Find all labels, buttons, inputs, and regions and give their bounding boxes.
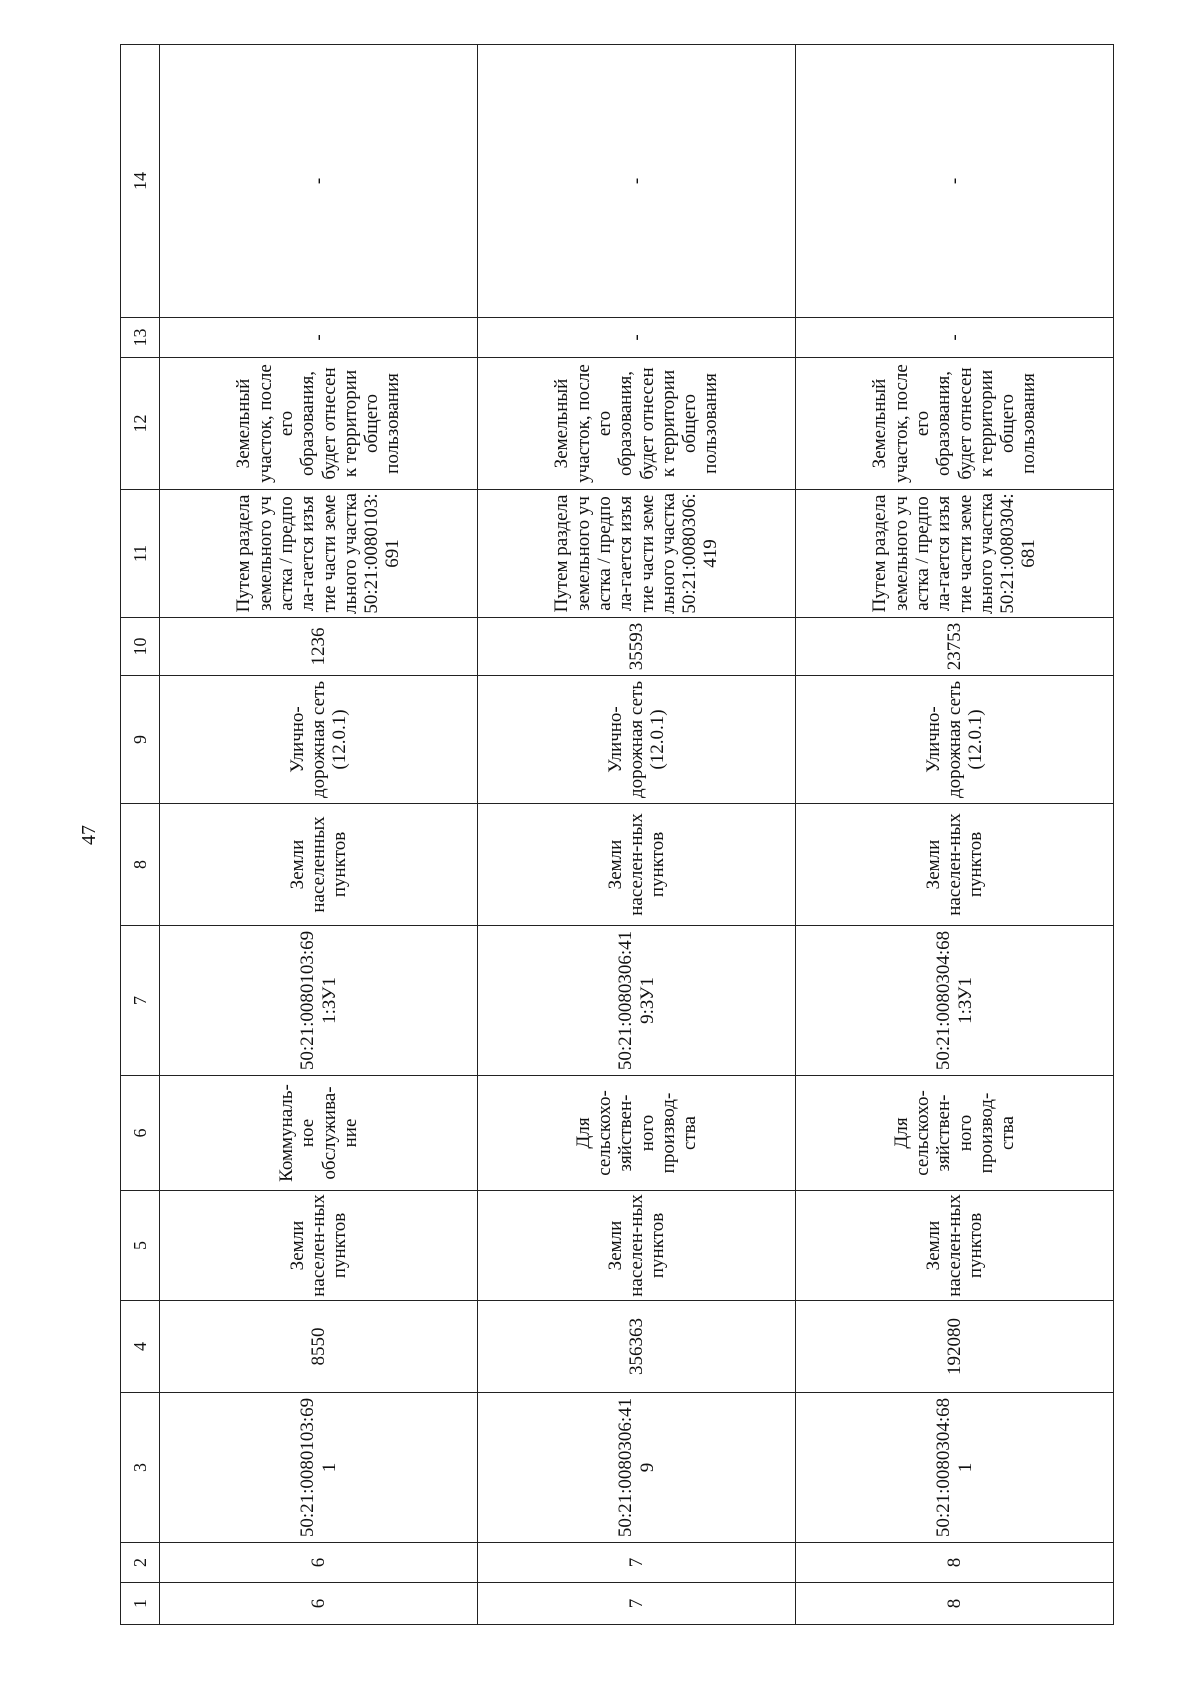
plot-note: Земельный участок, после его образования, будет отнесен к территории общего пользования (160, 358, 478, 490)
plot-note: Земельный участок, после его образования, будет отнесен к территории общего пользования (796, 358, 1114, 490)
source-area: 8550 (160, 1301, 478, 1393)
source-permitted-use: Для сельскохо-зяйствен-ного производ-ства (796, 1076, 1114, 1191)
plot-number: 6 (160, 1543, 478, 1583)
source-permitted-use: Коммуналь-ное обслужива-ние (160, 1076, 478, 1191)
header-cell-6: 6 (121, 1076, 160, 1191)
page-number-container (78, 45, 108, 1625)
header-cell-13: 13 (121, 318, 160, 358)
header-cell-4: 4 (121, 1301, 160, 1393)
new-land-category: Земли населен-ных пунктов (478, 804, 796, 926)
table-row (160, 45, 478, 1625)
header-cell-8: 8 (121, 804, 160, 926)
row-number: 6 (160, 1583, 478, 1625)
new-plot-designation: 50:21:0080306:419:ЗУ1 (478, 926, 796, 1076)
source-land-category: Земли населен-ных пунктов (796, 1191, 1114, 1301)
new-area: 23753 (796, 618, 1114, 676)
source-cadastral-number: 50:21:0080306:419 (478, 1393, 796, 1543)
header-cell-2: 2 (121, 1543, 160, 1583)
new-permitted-use: Улично-дорожная сеть (12.0.1) (478, 676, 796, 804)
source-area: 192080 (796, 1301, 1114, 1393)
header-cell-11: 11 (121, 490, 160, 618)
header-cell-9: 9 (121, 676, 160, 804)
table-row (796, 45, 1114, 1625)
plot-note: Земельный участок, после его образования, будет отнесен к территории общего пользования (478, 358, 796, 490)
row-number: 7 (478, 1583, 796, 1625)
formation-method: Путем раздела земельного участка / предпола-гается изъятие части земельного участка 50:21:0080306:419 (478, 490, 796, 618)
source-land-category: Земли населен-ных пунктов (160, 1191, 478, 1301)
new-plot-designation: 50:21:0080103:691:ЗУ1 (160, 926, 478, 1076)
header-cell-5: 5 (121, 1191, 160, 1301)
new-land-category: Земли населенных пунктов (160, 804, 478, 926)
source-land-category: Земли населен-ных пунктов (478, 1191, 796, 1301)
header-cell-1: 1 (121, 1583, 160, 1625)
new-permitted-use: Улично-дорожная сеть (12.0.1) (796, 676, 1114, 804)
formation-method: Путем раздела земельного участка / предпола-гается изъятие части земельного участка 50:21:0080103:691 (160, 490, 478, 618)
header-cell-10: 10 (121, 618, 160, 676)
new-area: 35593 (478, 618, 796, 676)
source-cadastral-number: 50:21:0080103:691 (160, 1393, 478, 1543)
header-cell-12: 12 (121, 358, 160, 490)
land-plots-table (120, 44, 1114, 1625)
source-cadastral-number: 50:21:0080304:681 (796, 1393, 1114, 1543)
formation-method: Путем раздела земельного участка / предпола-гается изъятие части земельного участка 50:21:0080304:681 (796, 490, 1114, 618)
header-cell-14: 14 (121, 45, 160, 318)
column-14-value: - (160, 45, 478, 318)
page-number: 47 (78, 825, 100, 845)
header-cell-3: 3 (121, 1393, 160, 1543)
table-header-row (121, 45, 160, 1625)
source-permitted-use: Для сельскохо-зяйствен-ного производ-ства (478, 1076, 796, 1191)
row-number: 8 (796, 1583, 1114, 1625)
column-13-value: - (160, 318, 478, 358)
new-permitted-use: Улично-дорожная сеть (12.0.1) (160, 676, 478, 804)
plot-number: 7 (478, 1543, 796, 1583)
new-land-category: Земли населен-ных пунктов (796, 804, 1114, 926)
table-row (478, 45, 796, 1625)
rotated-table-container (120, 45, 1100, 1625)
column-13-value: - (796, 318, 1114, 358)
plot-number: 8 (796, 1543, 1114, 1583)
header-cell-7: 7 (121, 926, 160, 1076)
column-13-value: - (478, 318, 796, 358)
source-area: 356363 (478, 1301, 796, 1393)
column-14-value: - (796, 45, 1114, 318)
new-area: 1236 (160, 618, 478, 676)
column-14-value: - (478, 45, 796, 318)
new-plot-designation: 50:21:0080304:681:ЗУ1 (796, 926, 1114, 1076)
